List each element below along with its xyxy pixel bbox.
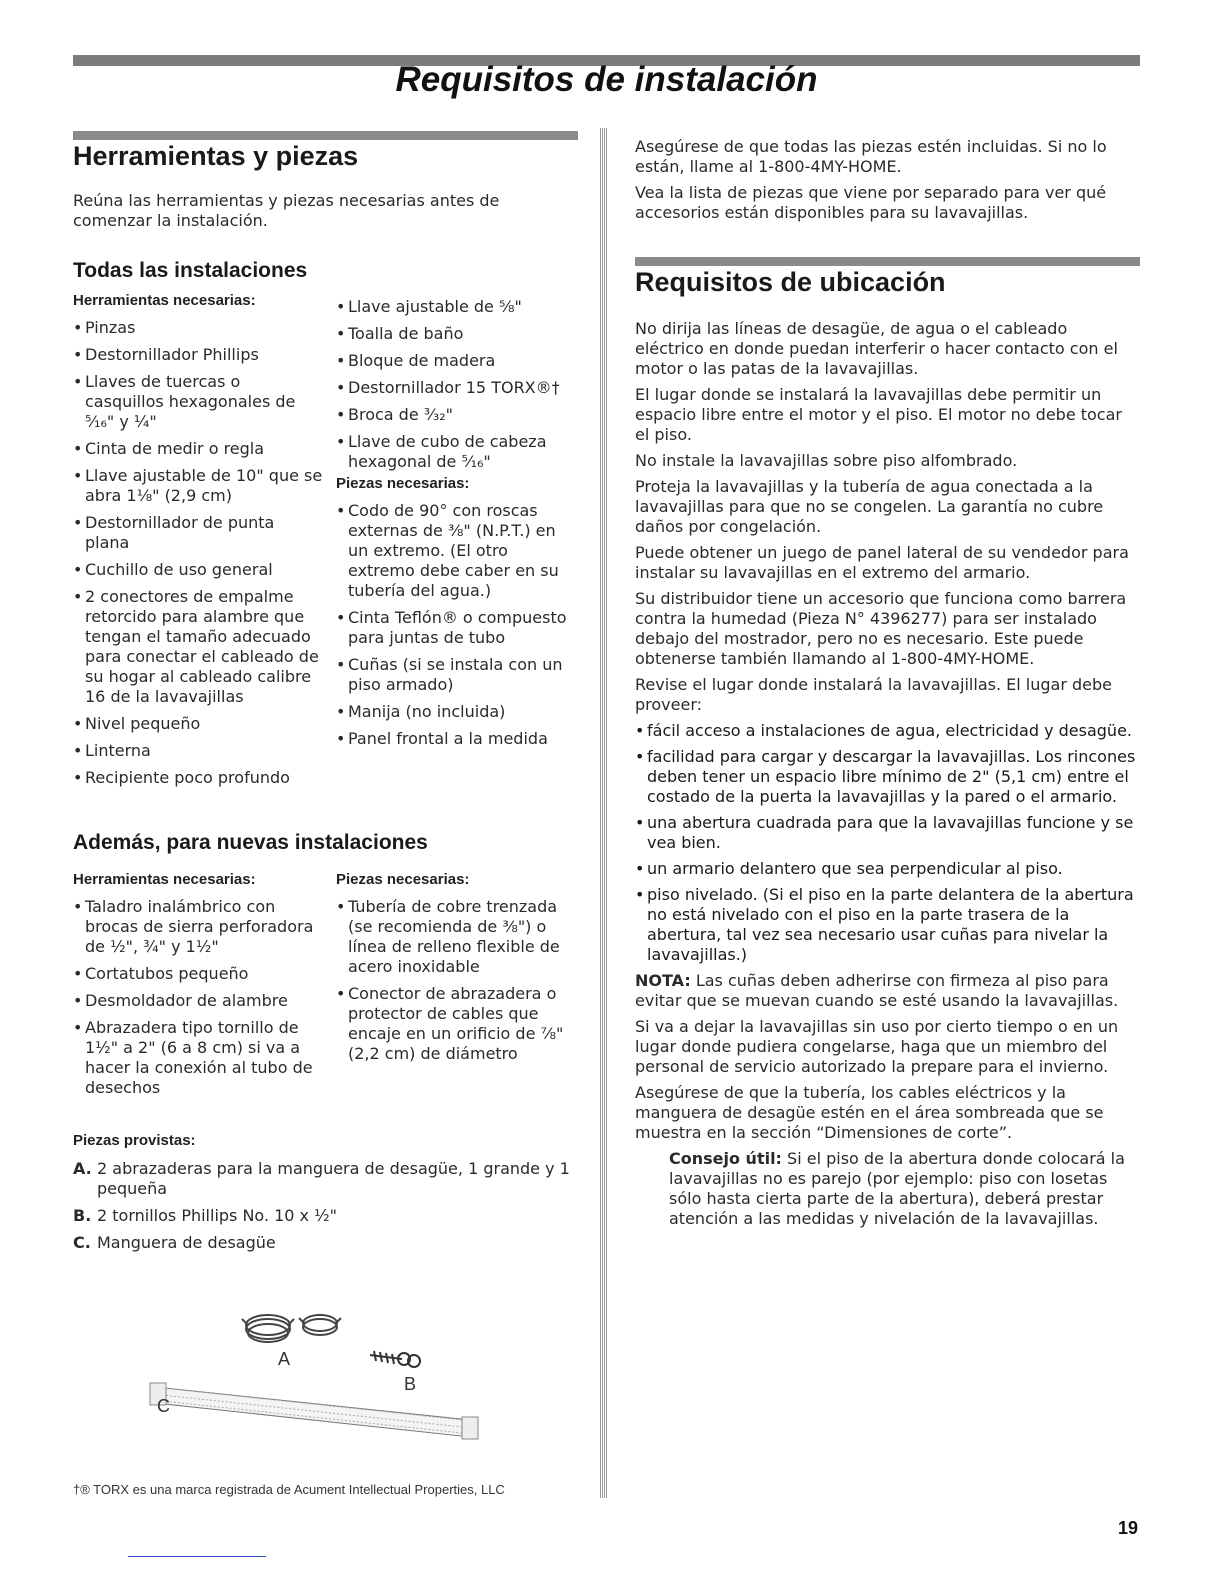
hose-clamps-drawing: [242, 1315, 341, 1342]
part-item: • Cinta Teflón® o compuesto para juntas de tubo: [336, 608, 578, 648]
body-paragraph: No dirija las líneas de desagüe, de agua o el cableado eléctrico en donde puedan interferir o hacer contacto con el motor o las patas de la lavavajillas.: [635, 319, 1118, 378]
tools-list-col1: [73, 318, 323, 795]
page-number: 19: [1118, 1518, 1139, 1538]
provided-parts-list: [73, 1159, 578, 1260]
part-item: • Tubería de cobre trenzada (se recomienda de ⅜") o línea de relleno flexible de acero inoxidable: [336, 897, 578, 977]
tool-item: • Abrazadera tipo tornillo de 1½" a 2" (6 a 8 cm) si va a hacer la conexión al tubo de desechos: [73, 1018, 323, 1098]
requirement-item: • un armario delantero que sea perpendicular al piso.: [635, 859, 1140, 879]
tool-item: • 2 conectores de empalme retorcido para alambre que tengan el tamaño adecuado para conectar el cableado de su hogar al cableado calibre 16 de la lavavajillas: [73, 587, 323, 707]
requirement-item: • fácil acceso a instalaciones de agua, electricidad y desagüe.: [635, 721, 1140, 741]
body-paragraph: Si va a dejar la lavavajillas sin uso por cierto tiempo o en un lugar donde pudiera congelarse, haga que un miembro del personal de servicio autorizado la prepare para el invierno.: [635, 1017, 1119, 1076]
tool-item: • Nivel pequeño: [73, 714, 323, 734]
body-paragraph: Proteja la lavavajillas y la tubería de agua conectada a la lavavajillas para que no se congelen. La garantía no cubre daños por congelación.: [635, 477, 1104, 536]
part-item: • Conector de abrazadera o protector de cables que encaje en un orificio de ⅞" (2,2 cm) de diámetro: [336, 984, 578, 1064]
tools-list-nuevas: [73, 897, 323, 1105]
consejo-util-paragraph: [635, 1149, 1140, 1229]
tool-item: • Recipiente poco profundo: [73, 768, 323, 788]
provided-part-item: [73, 1159, 578, 1199]
tool-item: • Bloque de madera: [336, 351, 578, 371]
item-text: Manguera de desagüe: [97, 1233, 276, 1252]
item-text: 2 tornillos Phillips No. 10 x ½": [97, 1206, 337, 1225]
consejo-text: Si el piso de la abertura donde colocará la lavavajillas no es parejo (por ejemplo: piso con losetas sólo hasta cierta parte de la abertura), deberá prestar atención a las medidas y nivelación de la lavavajillas.: [669, 1149, 1125, 1228]
item-letter: A.: [73, 1159, 92, 1178]
tools-heading-todas: Herramientas necesarias:: [73, 292, 256, 309]
label-c: C: [157, 1396, 170, 1416]
consejo-label: Consejo útil:: [669, 1149, 782, 1168]
intro-paragraph: Vea la lista de piezas que viene por separado para ver qué accesorios están disponibles para su lavavajillas.: [635, 183, 1107, 222]
screws-drawing: [370, 1351, 420, 1367]
item-letter: B.: [73, 1206, 92, 1225]
provided-part-item: [73, 1206, 578, 1226]
tools-heading-nuevas: Herramientas necesarias:: [73, 871, 256, 888]
tool-item: • Linterna: [73, 741, 323, 761]
requirement-item: • facilidad para cargar y descargar la lavavajillas. Los rincones deben tener un espacio libre mínimo de 2" (5,1 cm) entre el costado de la puerta la lavavajillas y la pared o el armario.: [635, 747, 1140, 807]
page-title: Requisitos de instalación: [395, 60, 818, 99]
provided-part-item: [73, 1233, 578, 1253]
tool-item: • Destornillador de punta plana: [73, 513, 323, 553]
parts-heading-todas: Piezas necesarias:: [336, 475, 470, 492]
tool-item: • Llave de cubo de cabeza hexagonal de ⁵⁄₁₆": [336, 432, 578, 472]
heading-herramientas-y-piezas: Herramientas y piezas: [73, 141, 359, 171]
label-a: A: [278, 1349, 291, 1369]
requirement-item: • piso nivelado. (Si el piso en la parte delantera de la abertura no está nivelado con el piso en la parte trasera de la abertura, tal vez sea necesario usar cuñas para nivelar la lavavajillas.): [635, 885, 1140, 965]
heading-requisitos-de-ubicacion: Requisitos de ubicación: [635, 267, 946, 297]
tool-item: • Llave ajustable de ⅝": [336, 297, 578, 317]
tool-item: • Llave ajustable de 10" que se abra 1⅛" (2,9 cm): [73, 466, 323, 506]
tool-item: • Desmoldador de alambre: [73, 991, 323, 1011]
part-item: • Manija (no incluida): [336, 702, 578, 722]
part-item: • Codo de 90° con roscas externas de ⅜" (N.P.T.) en un extremo. (El otro extremo debe caber en su tubería del agua.): [336, 501, 578, 601]
nota-text: Las cuñas deben adherirse con firmeza al piso para evitar que se muevan cuando se esté usando la lavavajillas.: [635, 971, 1119, 1010]
parts-illustration: [140, 1295, 500, 1445]
body-paragraph: Asegúrese de que la tubería, los cables eléctricos y la manguera de desagüe estén en el área sombreada que se muestra en la sección “Dimensiones de corte”.: [635, 1083, 1104, 1142]
part-item: • Cuñas (si se instala con un piso armado): [336, 655, 578, 695]
tool-item: • Destornillador Phillips: [73, 345, 323, 365]
tool-item: • Taladro inalámbrico con brocas de sierra perforadora de ½", ¾" y 1½": [73, 897, 323, 957]
bottom-link-line: [128, 1556, 266, 1557]
heading-todas-las-instalaciones: Todas las instalaciones: [73, 259, 308, 282]
parts-list-todas: [336, 501, 578, 756]
section-bar-ubicacion: [635, 257, 1140, 266]
nota-paragraph: [635, 971, 1140, 1011]
body-paragraph: Puede obtener un juego de panel lateral de su vendedor para instalar su lavavajillas en el extremo del armario.: [635, 543, 1129, 582]
label-b: B: [404, 1374, 417, 1394]
intro-text: Reúna las herramientas y piezas necesarias antes de comenzar la instalación.: [73, 191, 500, 230]
tool-item: • Llaves de tuercas o casquillos hexagonales de ⁵⁄₁₆" y ¼": [73, 372, 323, 432]
heading-nuevas-instalaciones: Además, para nuevas instalaciones: [73, 831, 428, 854]
section-bar-herramientas: [73, 131, 578, 140]
item-text: 2 abrazaderas para la manguera de desagüe, 1 grande y 1 pequeña: [97, 1159, 570, 1198]
tool-item: • Cuchillo de uso general: [73, 560, 323, 580]
drain-hose-drawing: [150, 1383, 478, 1439]
body-paragraph: No instale la lavavajillas sobre piso alfombrado.: [635, 451, 1018, 470]
body-paragraph: Su distribuidor tiene un accesorio que funciona como barrera contra la humedad (Pieza N° 4396277) para ser instalado debajo del mostrador, pero no es necesario. Este puede obtenerse también llamando al 1-800-4MY-HOME.: [635, 589, 1127, 668]
item-letter: C.: [73, 1233, 91, 1252]
tools-list-col2: [336, 297, 578, 479]
tool-item: • Cinta de medir o regla: [73, 439, 323, 459]
tool-item: • Destornillador 15 TORX®†: [336, 378, 578, 398]
parts-list-nuevas: [336, 897, 578, 1071]
tool-item: • Toalla de baño: [336, 324, 578, 344]
requirement-item: • una abertura cuadrada para que la lavavajillas funcione y se vea bien.: [635, 813, 1140, 853]
heading-piezas-provistas: Piezas provistas:: [73, 1132, 196, 1149]
body-paragraph: El lugar donde se instalará la lavavajillas debe permitir un espacio libre entre el motor y el piso. El motor no debe tocar el piso.: [635, 385, 1122, 444]
right-intro-paragraphs: [635, 137, 1140, 229]
nota-label: NOTA:: [635, 971, 691, 990]
tool-item: • Cortatubos pequeño: [73, 964, 323, 984]
body-paragraph: Revise el lugar donde instalará la lavavajillas. El lugar debe proveer:: [635, 675, 1112, 714]
intro-paragraph: Asegúrese de que todas las piezas estén incluidas. Si no lo están, llame al 1-800-4MY-HOME.: [635, 137, 1107, 176]
column-divider: [600, 128, 608, 1498]
tool-item: • Broca de ³⁄₃₂": [336, 405, 578, 425]
parts-heading-nuevas: Piezas necesarias:: [336, 871, 470, 888]
footnote-torx: †® TORX es una marca registrada de Acument Intellectual Properties, LLC: [73, 1482, 505, 1497]
ubicacion-body: [635, 319, 1140, 1235]
part-item: • Panel frontal a la medida: [336, 729, 578, 749]
tool-item: • Pinzas: [73, 318, 323, 338]
ubicacion-bullets: [635, 721, 1140, 965]
